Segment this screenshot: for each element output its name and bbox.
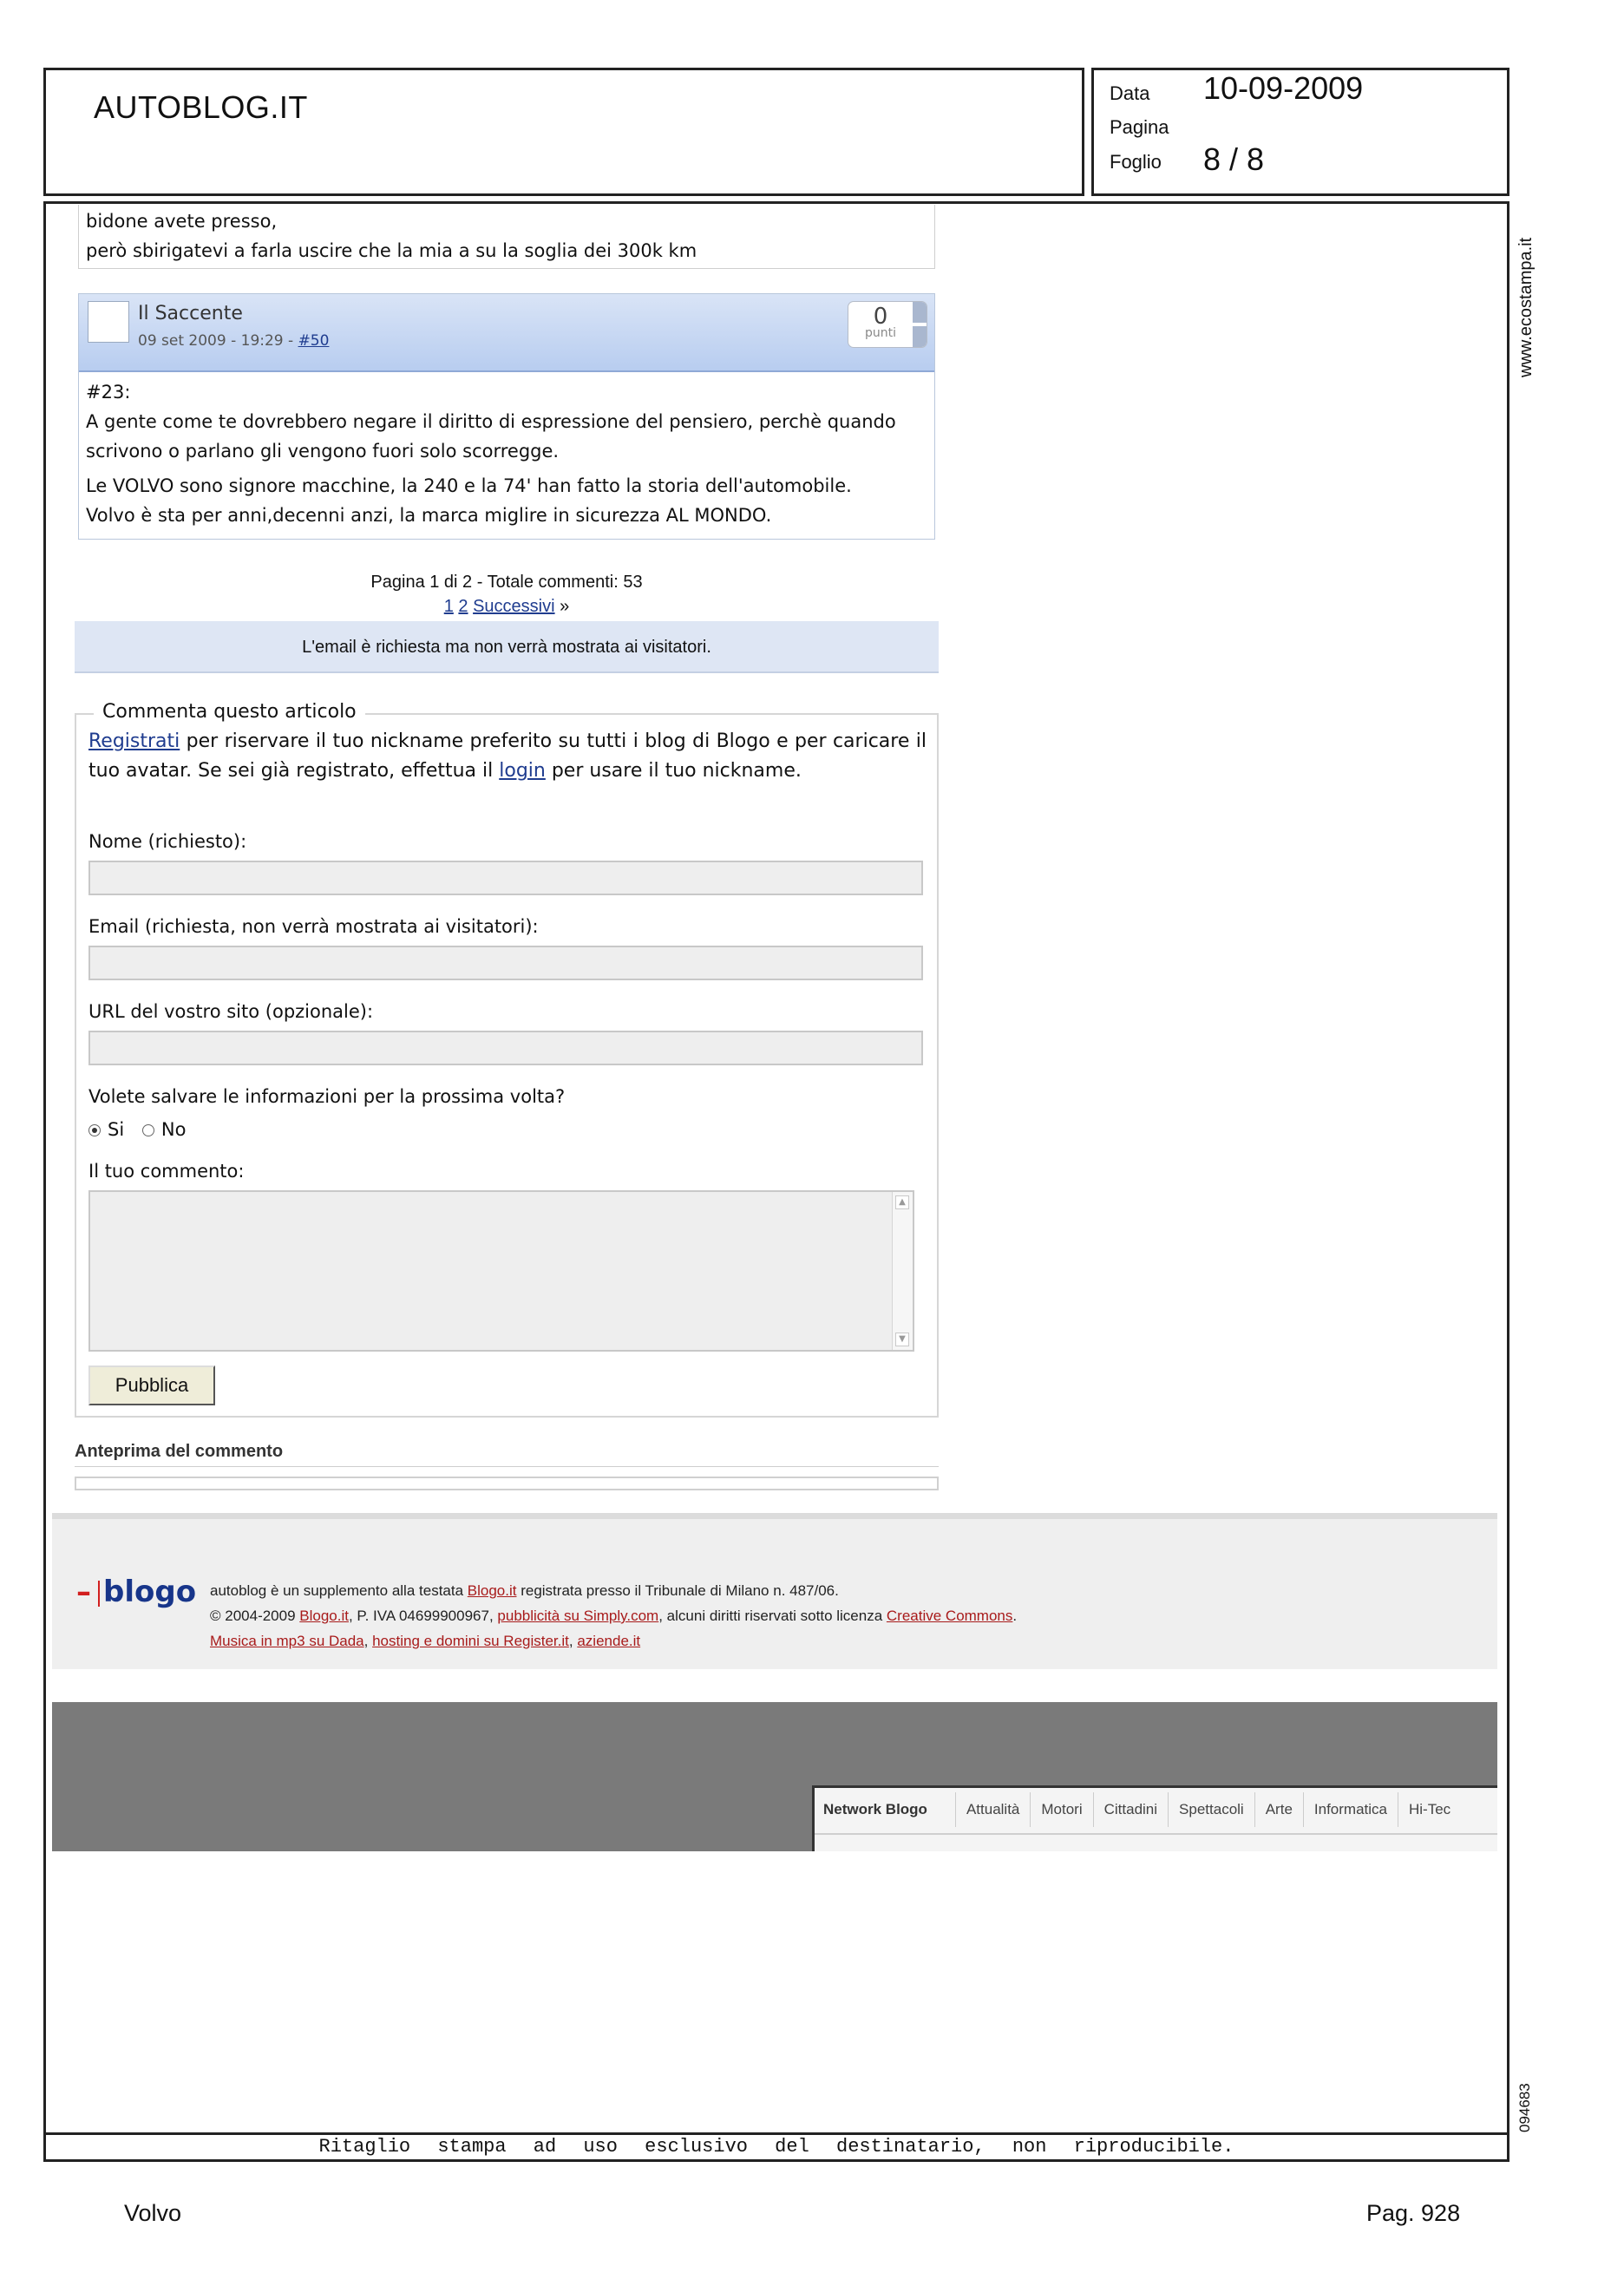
url-input[interactable] [88,1031,923,1065]
network-tab-arte[interactable]: Arte [1255,1792,1304,1827]
clipping-metadata [1091,68,1509,196]
foglio-value: 8 / 8 [1203,141,1265,177]
site-footer [52,1513,1497,1669]
dada-link[interactable]: Musica in mp3 su Dada [210,1633,364,1649]
pagination-links [75,597,939,617]
login-link[interactable]: login [499,760,546,782]
prev-line-1: bidone avete presso, [86,211,278,232]
clipping-notice: Ritaglio stampa ad uso esclusivo del destinatario, non riproducibile. [318,2136,1234,2158]
comment-author: Il Saccente [138,303,243,324]
network-tab-spettacoli[interactable]: Spettacoli [1169,1792,1255,1827]
vote-down-icon[interactable] [913,326,927,347]
page-1-link[interactable]: 1 [443,597,454,616]
form-intro: Registrati per riservare il tuo nickname preferito su tutti i blog di Blogo e per caricare il tuo avatar. Se sei già registrato, effettua il login per usare il tuo nickname. [88,730,927,782]
creative-commons-link[interactable]: Creative Commons [886,1608,1013,1624]
network-divider [815,1833,1497,1835]
logo-dash-icon: – [76,1575,91,1609]
comment-form [75,701,939,1418]
comment-line: A gente come te dovrebbero negare il diritto di espressione del pensiero, perchè quando scrivono o parlano gli vengono fuori solo scorregge. [86,411,896,462]
form-legend: Commenta questo articolo [94,701,365,723]
preview-title: Anteprima del commento [75,1442,284,1461]
network-bar [812,1785,1497,1851]
footer-line-3: Musica in mp3 su Dada, hosting e domini su Register.it, aziende.it [210,1633,641,1649]
prev-line-2: però sbirigatevi a farla uscire che la mia a su la soglia dei 300k km [86,240,697,261]
blogo-logo[interactable]: – blogo [76,1575,197,1609]
page-footer-right: Pag. 928 [1366,2200,1461,2226]
comment-date: 09 set 2009 - 19:29 - #50 [138,332,330,350]
publication-title: AUTOBLOG.IT [94,89,308,125]
network-tab-motori[interactable]: Motori [1031,1792,1093,1827]
publish-button[interactable]: Pubblica [88,1365,215,1405]
comment-header [79,294,934,372]
vote-label: punti [864,326,896,340]
comment-permalink[interactable]: #50 [298,332,330,350]
vote-up-icon[interactable] [913,302,927,323]
page-2-link[interactable]: 2 [458,597,468,616]
data-label: Data [1110,82,1150,104]
email-input[interactable] [88,946,923,980]
side-code: 094683 [1516,2083,1533,2132]
network-title[interactable]: Network Blogo [815,1792,956,1827]
name-input[interactable] [88,861,923,895]
blogo-link-2[interactable]: Blogo.it [299,1608,349,1624]
pagination-summary: Pagina 1 di 2 - Totale commenti: 53 [370,573,643,592]
preview-box [75,1477,939,1490]
footer-line-2: © 2004-2009 Blogo.it, P. IVA 04699900967, pubblicità su Simply.com, alcuni diritti riservati sotto licenza Creative Commons. [210,1608,1018,1624]
save-info-options [88,1119,186,1140]
save-no-radio[interactable] [142,1124,154,1136]
next-page-link[interactable]: Successivi [473,597,555,616]
avatar [88,301,129,343]
save-no-label: No [160,1119,187,1140]
data-value: 10-09-2009 [1203,70,1364,106]
simply-link[interactable]: pubblicità su Simply.com [497,1608,659,1624]
pagina-label: Pagina [1110,116,1169,138]
network-tab-hitec[interactable]: Hi-Tec [1409,1801,1451,1817]
network-tab-informatica[interactable]: Informatica [1304,1792,1398,1827]
publication-header [43,68,1084,196]
page-footer-left: Volvo [124,2200,182,2226]
register-it-link[interactable]: hosting e domini su Register.it [372,1633,569,1649]
comment-line: Volvo è sta per anni,decenni anzi, la marca miglire in sicurezza AL MONDO. [86,505,772,526]
vote-count: 0 [873,304,888,330]
footer-line-1: autoblog è un supplemento alla testata Blogo.it registrata presso il Tribunale di Milano n. 487/06. [210,1582,839,1599]
scroll-down-icon[interactable]: ▼ [895,1333,909,1346]
scroll-up-icon[interactable]: ▲ [895,1195,909,1209]
register-link[interactable]: Registrati [88,730,180,752]
comment-line: Le VOLVO sono signore macchine, la 240 e la 74' han fatto la storia dell'automobile. [86,475,852,496]
comment-body [79,377,934,530]
vote-box [848,301,927,348]
network-tab-cittadini[interactable]: Cittadini [1094,1792,1169,1827]
save-yes-radio[interactable] [88,1124,101,1136]
email-notice: L'email è richiesta ma non verrà mostrata ai visitatori. [75,621,939,673]
network-tab-attualita[interactable]: Attualità [956,1792,1031,1827]
comment-textarea[interactable] [88,1190,914,1352]
foglio-label: Foglio [1110,151,1162,173]
comment-line: #23: [86,382,131,403]
name-label: Nome (richiesto): [88,831,247,852]
network-band [52,1702,1497,1851]
textarea-scrollbar[interactable] [892,1192,913,1350]
next-arrow-icon: » [560,597,570,616]
clipping-footer-divider [43,2132,1509,2135]
comment-label: Il tuo commento: [88,1161,245,1182]
url-label: URL del vostro sito (opzionale): [88,1001,374,1022]
previous-comment-tail [78,205,935,269]
network-tabs [815,1790,1461,1830]
footer-text [210,1578,1017,1654]
logo-bar-icon [98,1581,100,1607]
comment [78,293,935,540]
save-yes-label: Si [108,1119,125,1140]
side-url: www.ecostampa.it [1516,237,1536,377]
aziende-link[interactable]: aziende.it [577,1633,641,1649]
save-info-label: Volete salvare le informazioni per la prossima volta? [88,1086,566,1107]
email-label: Email (richiesta, non verrà mostrata ai visitatori): [88,916,539,937]
blogo-link[interactable]: Blogo.it [467,1582,517,1599]
preview-divider [75,1466,939,1467]
